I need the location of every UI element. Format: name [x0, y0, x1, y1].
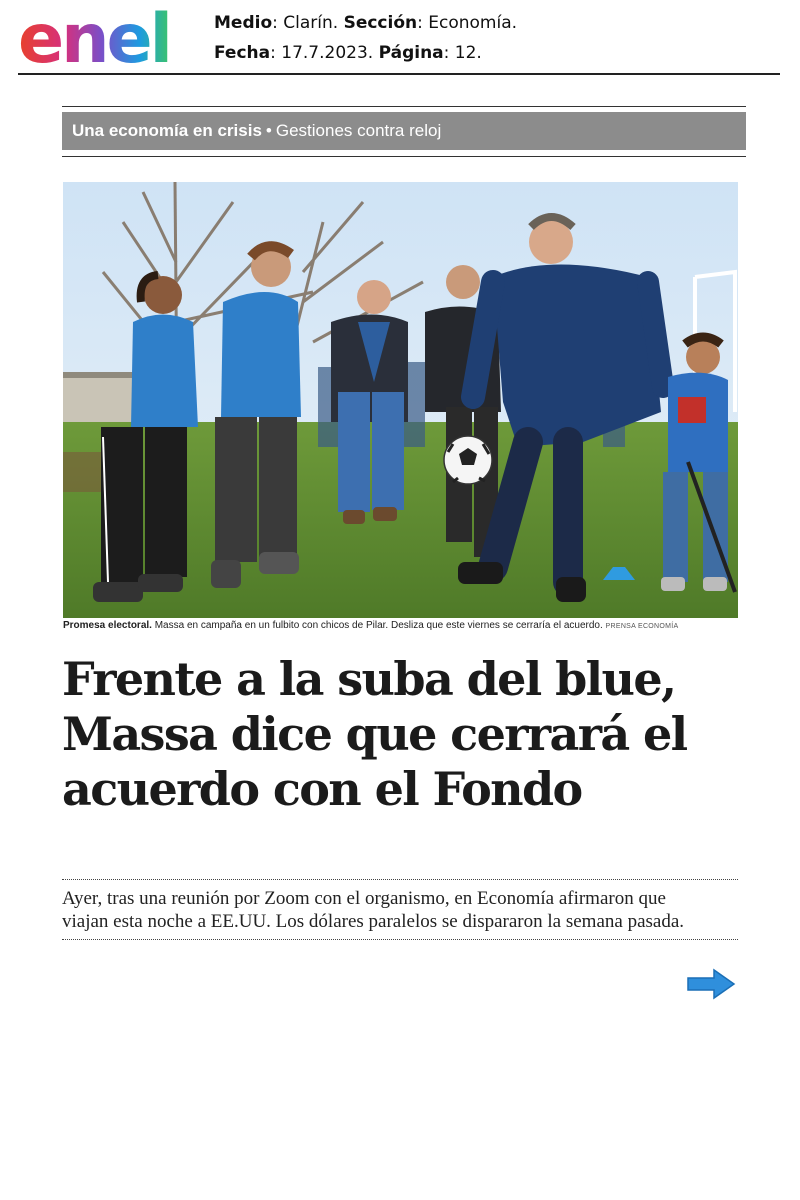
deck-line: viajan esta noche a EE.UU. Los dólares paralelos se dispararon la semana pasada. — [62, 911, 685, 932]
section-top-rule — [62, 106, 746, 107]
photo-credit: PRENSA ECONOMÍA — [605, 623, 679, 630]
fecha-label: Fecha — [214, 43, 271, 63]
svg-text:enel: enel — [18, 6, 170, 70]
news-photo — [63, 182, 738, 618]
enel-logo — [18, 6, 183, 70]
fecha-value: 17.7.2023. — [281, 43, 374, 63]
pagina-label: Página — [378, 43, 444, 63]
caption-text: Massa en campaña en un fulbito con chicos de Pilar. Desliza que este viernes se cerraría el acuerdo. — [154, 620, 603, 631]
header-divider — [18, 73, 780, 75]
seccion-value: Economía. — [428, 13, 518, 33]
medio-label: Medio — [214, 13, 273, 33]
medio-value: Clarín. — [283, 13, 339, 33]
seccion-label: Sección — [343, 13, 418, 33]
section-bottom-rule — [62, 156, 746, 157]
article-headline — [62, 652, 752, 817]
section-separator: • — [265, 121, 272, 140]
photo-caption — [63, 620, 743, 631]
section-subtitle: Gestiones contra reloj — [275, 121, 442, 140]
section-kicker: Una economía en crisis — [72, 121, 262, 140]
headline-line: Massa dice que cerrará el — [62, 707, 687, 761]
metadata-line-1: Medio: Clarín. Sección: Economía. — [214, 13, 518, 33]
deck-line: Ayer, tras una reunión por Zoom con el organismo, en Economía afirmaron que — [62, 888, 666, 909]
caption-lead: Promesa electoral. — [63, 620, 152, 631]
right-arrow-icon[interactable] — [686, 968, 736, 1000]
headline-line: Frente a la suba del blue, — [62, 652, 676, 706]
pagina-value: 12. — [454, 43, 482, 63]
metadata-line-2: Fecha: 17.7.2023. Página: 12. — [214, 43, 482, 63]
headline-line: acuerdo con el Fondo — [62, 762, 582, 816]
document-metadata — [214, 8, 517, 68]
article-deck — [62, 887, 752, 933]
section-banner — [62, 112, 746, 150]
deck-top-rule — [62, 879, 738, 880]
deck-bottom-rule — [62, 939, 738, 940]
